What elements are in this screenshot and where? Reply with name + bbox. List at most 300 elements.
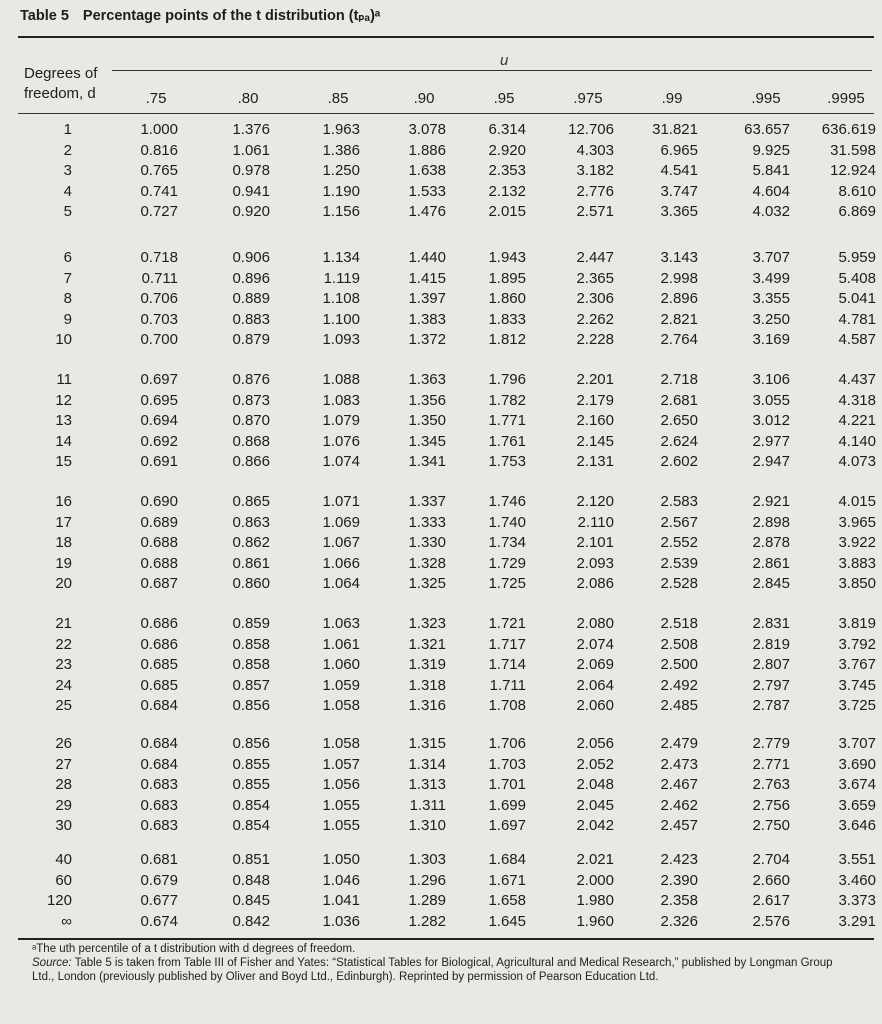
table-row bbox=[0, 554, 882, 574]
value-cell: 1.076 bbox=[322, 432, 360, 450]
df-cell: 22 bbox=[55, 635, 72, 653]
table-row bbox=[0, 676, 882, 696]
value-cell: 3.365 bbox=[660, 203, 698, 220]
value-cell: 0.978 bbox=[232, 162, 270, 179]
value-cell: 0.681 bbox=[140, 851, 178, 868]
value-cell: 0.718 bbox=[140, 249, 178, 266]
table-title: Percentage points of the t distribution (tₚₐ)ᵃ bbox=[82, 8, 381, 24]
column-header: .75 bbox=[145, 90, 167, 107]
value-cell: 636.619 bbox=[821, 121, 876, 138]
value-cell: 2.060 bbox=[576, 697, 614, 714]
value-cell: 1.386 bbox=[322, 141, 360, 159]
value-cell: 2.797 bbox=[752, 676, 790, 694]
column-header: .80 bbox=[237, 90, 259, 107]
value-cell: 0.694 bbox=[140, 412, 178, 429]
value-cell: 1.074 bbox=[322, 453, 360, 470]
value-cell: 1.761 bbox=[488, 432, 526, 450]
df-cell: 40 bbox=[55, 851, 72, 868]
value-cell: 2.390 bbox=[660, 871, 698, 889]
value-cell: 2.921 bbox=[752, 493, 790, 510]
value-cell: 0.876 bbox=[232, 371, 270, 388]
table-row bbox=[0, 816, 882, 836]
value-cell: 5.959 bbox=[838, 249, 876, 266]
value-cell: 1.315 bbox=[408, 735, 446, 752]
value-cell: 1.323 bbox=[408, 615, 446, 632]
value-cell: 0.896 bbox=[232, 269, 270, 287]
value-cell: 2.528 bbox=[660, 575, 698, 592]
value-cell: 0.866 bbox=[232, 453, 270, 470]
value-cell: 1.134 bbox=[322, 249, 360, 266]
table-row bbox=[0, 734, 882, 754]
table-caption bbox=[20, 8, 380, 24]
value-cell: 1.069 bbox=[322, 513, 360, 531]
df-cell: 13 bbox=[55, 412, 72, 429]
value-cell: 1.071 bbox=[322, 493, 360, 510]
value-cell: 0.684 bbox=[140, 755, 178, 773]
df-cell: 25 bbox=[55, 697, 72, 714]
value-cell: 3.143 bbox=[660, 249, 698, 266]
footnote bbox=[32, 942, 852, 984]
df-cell: 4 bbox=[63, 182, 72, 200]
value-cell: 1.963 bbox=[322, 121, 360, 138]
value-cell: 3.551 bbox=[838, 851, 876, 868]
value-cell: 2.048 bbox=[576, 776, 614, 793]
value-cell: 2.947 bbox=[752, 453, 790, 470]
value-cell: 1.717 bbox=[488, 635, 526, 653]
value-cell: 1.056 bbox=[322, 776, 360, 793]
value-cell: 1.711 bbox=[489, 676, 526, 694]
value-cell: 3.499 bbox=[752, 269, 790, 287]
value-cell: 1.415 bbox=[408, 269, 446, 287]
value-cell: 0.692 bbox=[140, 432, 178, 450]
value-cell: 4.781 bbox=[838, 310, 876, 328]
df-cell: 29 bbox=[55, 796, 72, 814]
value-cell: 0.685 bbox=[140, 676, 178, 694]
value-cell: 1.895 bbox=[488, 269, 526, 287]
value-cell: 5.408 bbox=[838, 269, 876, 287]
value-cell: 1.796 bbox=[488, 371, 526, 388]
value-cell: 3.707 bbox=[752, 249, 790, 266]
value-cell: 1.860 bbox=[488, 290, 526, 307]
table-row bbox=[0, 492, 882, 512]
table-row bbox=[0, 850, 882, 870]
value-cell: 2.074 bbox=[576, 635, 614, 653]
value-cell: 2.660 bbox=[752, 871, 790, 889]
df-cell: 24 bbox=[55, 676, 72, 694]
value-cell: 2.479 bbox=[660, 735, 698, 752]
value-cell: 0.816 bbox=[140, 141, 178, 159]
value-cell: 5.841 bbox=[752, 162, 790, 179]
value-cell: 0.873 bbox=[232, 391, 270, 409]
value-cell: 3.747 bbox=[660, 182, 698, 200]
value-cell: 2.764 bbox=[660, 331, 698, 348]
table-number: Table 5 bbox=[20, 8, 69, 24]
df-cell: 21 bbox=[55, 615, 72, 632]
value-cell: 1.100 bbox=[322, 310, 360, 328]
value-cell: 1.314 bbox=[408, 755, 446, 773]
column-header: .99 bbox=[661, 90, 683, 107]
value-cell: 0.860 bbox=[232, 575, 270, 592]
value-cell: 4.604 bbox=[752, 182, 790, 200]
value-cell: 0.920 bbox=[232, 203, 270, 220]
value-cell: 0.858 bbox=[232, 635, 270, 653]
value-cell: 1.064 bbox=[322, 575, 360, 592]
value-cell: 1.046 bbox=[322, 871, 360, 889]
value-cell: 0.691 bbox=[140, 453, 178, 470]
df-cell: 17 bbox=[55, 513, 72, 531]
value-cell: 2.262 bbox=[576, 310, 614, 328]
value-cell: 3.883 bbox=[838, 554, 876, 572]
column-header: .995 bbox=[751, 90, 781, 107]
value-cell: 3.674 bbox=[838, 776, 876, 793]
df-cell: 15 bbox=[55, 453, 72, 470]
value-cell: 0.889 bbox=[232, 290, 270, 307]
value-cell: 1.725 bbox=[488, 575, 526, 592]
value-cell: 4.073 bbox=[838, 453, 876, 470]
value-cell: 2.492 bbox=[660, 676, 698, 694]
value-cell: 2.145 bbox=[576, 432, 614, 450]
table-row bbox=[0, 871, 882, 891]
value-cell: 1.383 bbox=[408, 310, 446, 328]
df-cell: ∞ bbox=[61, 912, 72, 930]
value-cell: 3.690 bbox=[838, 755, 876, 773]
df-header-line-1: Degrees of bbox=[24, 65, 98, 82]
table-row bbox=[0, 452, 882, 472]
value-cell: 0.683 bbox=[140, 817, 178, 834]
value-cell: 1.050 bbox=[322, 851, 360, 868]
value-cell: 4.221 bbox=[838, 412, 876, 429]
value-cell: 1.363 bbox=[408, 371, 446, 388]
value-cell: 0.862 bbox=[232, 534, 270, 551]
value-cell: 0.848 bbox=[232, 871, 270, 889]
value-cell: 31.821 bbox=[652, 121, 698, 138]
df-cell: 9 bbox=[63, 310, 72, 328]
value-cell: 3.819 bbox=[838, 615, 876, 632]
value-cell: 1.282 bbox=[408, 912, 446, 930]
value-cell: 1.345 bbox=[408, 432, 446, 450]
value-cell: 3.355 bbox=[752, 290, 790, 307]
df-cell: 28 bbox=[55, 776, 72, 793]
value-cell: 3.922 bbox=[838, 534, 876, 551]
value-cell: 2.326 bbox=[660, 912, 698, 930]
u-spanner-label: u bbox=[500, 52, 509, 69]
value-cell: 0.741 bbox=[140, 182, 178, 200]
value-cell: 0.684 bbox=[140, 735, 178, 752]
value-cell: 2.447 bbox=[576, 249, 614, 266]
value-cell: 0.906 bbox=[232, 249, 270, 266]
value-cell: 2.131 bbox=[576, 453, 614, 470]
value-cell: 1.337 bbox=[408, 493, 446, 510]
value-cell: 3.850 bbox=[838, 575, 876, 592]
value-cell: 1.325 bbox=[408, 575, 446, 592]
value-cell: 2.021 bbox=[576, 851, 614, 868]
value-cell: 1.645 bbox=[488, 912, 526, 930]
value-cell: 0.858 bbox=[232, 656, 270, 673]
value-cell: 1.296 bbox=[408, 871, 446, 889]
value-cell: 6.314 bbox=[488, 121, 526, 138]
value-cell: 3.707 bbox=[838, 735, 876, 752]
table-row bbox=[0, 696, 882, 716]
value-cell: 2.110 bbox=[577, 513, 614, 531]
df-cell: 8 bbox=[63, 290, 72, 307]
value-cell: 2.787 bbox=[752, 697, 790, 714]
value-cell: 3.745 bbox=[838, 676, 876, 694]
value-cell: 2.624 bbox=[660, 432, 698, 450]
value-cell: 0.845 bbox=[232, 892, 270, 909]
value-cell: 1.833 bbox=[488, 310, 526, 328]
value-cell: 6.965 bbox=[660, 141, 698, 159]
value-cell: 1.812 bbox=[488, 331, 526, 348]
value-cell: 2.718 bbox=[660, 371, 698, 388]
value-cell: 0.679 bbox=[140, 871, 178, 889]
value-cell: 1.036 bbox=[322, 912, 360, 930]
value-cell: 1.303 bbox=[408, 851, 446, 868]
value-cell: 1.156 bbox=[322, 203, 360, 220]
value-cell: 2.042 bbox=[576, 817, 614, 834]
value-cell: 9.925 bbox=[752, 141, 790, 159]
table-row bbox=[0, 202, 882, 222]
value-cell: 2.473 bbox=[660, 755, 698, 773]
source-text: Table 5 is taken from Table III of Fisher and Yates: “Statistical Tables for Biological, Agricultural and Medical Research,” published by Longman Group Ltd., London (previously published by Oliver and Boyd Ltd., Edinburgh). Reprinted by permission of Pearson Education Ltd. bbox=[32, 957, 833, 983]
value-cell: 0.865 bbox=[232, 493, 270, 510]
value-cell: 3.646 bbox=[838, 817, 876, 834]
value-cell: 1.533 bbox=[408, 182, 446, 200]
value-cell: 3.078 bbox=[408, 121, 446, 138]
value-cell: 2.500 bbox=[660, 656, 698, 673]
value-cell: 1.057 bbox=[322, 755, 360, 773]
value-cell: 1.753 bbox=[488, 453, 526, 470]
value-cell: 2.898 bbox=[752, 513, 790, 531]
value-cell: 4.140 bbox=[838, 432, 876, 450]
header-rule bbox=[18, 113, 874, 114]
value-cell: 2.485 bbox=[660, 697, 698, 714]
value-cell: 2.132 bbox=[488, 182, 526, 200]
value-cell: 0.687 bbox=[140, 575, 178, 592]
value-cell: 0.883 bbox=[232, 310, 270, 328]
value-cell: 1.440 bbox=[408, 249, 446, 266]
column-header: .85 bbox=[327, 90, 349, 107]
value-cell: 1.058 bbox=[322, 735, 360, 752]
value-cell: 1.060 bbox=[322, 656, 360, 673]
value-cell: 0.685 bbox=[140, 656, 178, 673]
value-cell: 1.055 bbox=[322, 817, 360, 834]
value-cell: 0.683 bbox=[140, 776, 178, 793]
value-cell: 2.201 bbox=[576, 371, 614, 388]
value-cell: 0.879 bbox=[232, 331, 270, 348]
value-cell: 0.711 bbox=[141, 269, 178, 287]
bottom-rule bbox=[18, 938, 874, 940]
df-cell: 19 bbox=[55, 554, 72, 572]
value-cell: 1.376 bbox=[232, 121, 270, 138]
value-cell: 1.119 bbox=[323, 269, 360, 287]
value-cell: 2.977 bbox=[752, 432, 790, 450]
value-cell: 3.767 bbox=[838, 656, 876, 673]
value-cell: 1.782 bbox=[488, 391, 526, 409]
value-cell: 0.842 bbox=[232, 912, 270, 930]
df-cell: 14 bbox=[55, 432, 72, 450]
value-cell: 2.306 bbox=[576, 290, 614, 307]
df-cell: 10 bbox=[55, 331, 72, 348]
value-cell: 0.765 bbox=[140, 162, 178, 179]
column-headers bbox=[0, 90, 882, 110]
value-cell: 1.740 bbox=[488, 513, 526, 531]
value-cell: 2.086 bbox=[576, 575, 614, 592]
source-label: Source: bbox=[32, 957, 72, 969]
value-cell: 1.058 bbox=[322, 697, 360, 714]
value-cell: 2.518 bbox=[660, 615, 698, 632]
df-cell: 26 bbox=[55, 735, 72, 752]
value-cell: 2.567 bbox=[660, 513, 698, 531]
df-cell: 6 bbox=[63, 249, 72, 266]
value-cell: 3.106 bbox=[752, 371, 790, 388]
value-cell: 1.708 bbox=[488, 697, 526, 714]
value-cell: 1.319 bbox=[408, 656, 446, 673]
value-cell: 2.819 bbox=[752, 635, 790, 653]
value-cell: 1.771 bbox=[488, 412, 526, 429]
value-cell: 1.061 bbox=[322, 635, 360, 653]
value-cell: 1.289 bbox=[408, 892, 446, 909]
value-cell: 3.659 bbox=[838, 796, 876, 814]
value-cell: 0.683 bbox=[140, 796, 178, 814]
value-cell: 3.055 bbox=[752, 391, 790, 409]
table-row bbox=[0, 248, 882, 268]
value-cell: 0.688 bbox=[140, 554, 178, 572]
value-cell: 1.980 bbox=[576, 892, 614, 909]
value-cell: 1.088 bbox=[322, 371, 360, 388]
value-cell: 1.746 bbox=[488, 493, 526, 510]
value-cell: 2.756 bbox=[752, 796, 790, 814]
df-cell: 12 bbox=[55, 391, 72, 409]
value-cell: 2.056 bbox=[576, 735, 614, 752]
table-row bbox=[0, 411, 882, 431]
value-cell: 12.706 bbox=[568, 121, 614, 138]
footnote-source bbox=[32, 956, 852, 984]
table-row bbox=[0, 775, 882, 795]
table-row bbox=[0, 635, 882, 655]
value-cell: 3.460 bbox=[838, 871, 876, 889]
value-cell: 2.602 bbox=[660, 453, 698, 470]
table-row bbox=[0, 182, 882, 202]
value-cell: 0.690 bbox=[140, 493, 178, 510]
value-cell: 3.182 bbox=[576, 162, 614, 179]
value-cell: 2.583 bbox=[660, 493, 698, 510]
value-cell: 4.437 bbox=[838, 371, 876, 388]
top-rule bbox=[18, 36, 874, 38]
value-cell: 1.330 bbox=[408, 534, 446, 551]
value-cell: 1.476 bbox=[408, 203, 446, 220]
value-cell: 2.160 bbox=[576, 412, 614, 429]
value-cell: 1.697 bbox=[488, 817, 526, 834]
value-cell: 2.045 bbox=[576, 796, 614, 814]
value-cell: 0.689 bbox=[140, 513, 178, 531]
value-cell: 2.064 bbox=[576, 676, 614, 694]
value-cell: 1.960 bbox=[576, 912, 614, 930]
value-cell: 0.859 bbox=[232, 615, 270, 632]
value-cell: 1.721 bbox=[488, 615, 526, 632]
table-row bbox=[0, 330, 882, 350]
table-row bbox=[0, 891, 882, 911]
df-cell: 27 bbox=[55, 755, 72, 773]
value-cell: 3.792 bbox=[838, 635, 876, 653]
value-cell: 1.055 bbox=[322, 796, 360, 814]
value-cell: 2.878 bbox=[752, 534, 790, 551]
table-row bbox=[0, 912, 882, 932]
value-cell: 1.310 bbox=[408, 817, 446, 834]
value-cell: 1.059 bbox=[322, 676, 360, 694]
value-cell: 2.228 bbox=[576, 331, 614, 348]
value-cell: 0.851 bbox=[232, 851, 270, 868]
value-cell: 3.291 bbox=[838, 912, 876, 930]
value-cell: 0.856 bbox=[232, 735, 270, 752]
value-cell: 0.855 bbox=[232, 755, 270, 773]
value-cell: 0.688 bbox=[140, 534, 178, 551]
value-cell: 1.356 bbox=[408, 391, 446, 409]
value-cell: 0.697 bbox=[140, 371, 178, 388]
value-cell: 2.861 bbox=[752, 554, 790, 572]
value-cell: 2.552 bbox=[660, 534, 698, 551]
column-header: .975 bbox=[573, 90, 603, 107]
value-cell: 2.539 bbox=[660, 554, 698, 572]
value-cell: 2.779 bbox=[752, 735, 790, 752]
value-cell: 0.686 bbox=[140, 615, 178, 632]
value-cell: 2.120 bbox=[576, 493, 614, 510]
column-header: .9995 bbox=[827, 90, 865, 107]
value-cell: 2.576 bbox=[752, 912, 790, 930]
value-cell: 1.372 bbox=[408, 331, 446, 348]
value-cell: 0.727 bbox=[140, 203, 178, 220]
value-cell: 2.080 bbox=[576, 615, 614, 632]
df-cell: 16 bbox=[55, 493, 72, 510]
value-cell: 1.341 bbox=[408, 453, 446, 470]
value-cell: 3.169 bbox=[752, 331, 790, 348]
value-cell: 1.318 bbox=[408, 676, 446, 694]
value-cell: 2.093 bbox=[576, 554, 614, 572]
value-cell: 1.638 bbox=[408, 162, 446, 179]
value-cell: 1.701 bbox=[488, 776, 526, 793]
value-cell: 1.250 bbox=[322, 162, 360, 179]
value-cell: 2.807 bbox=[752, 656, 790, 673]
value-cell: 1.311 bbox=[409, 796, 446, 814]
value-cell: 1.079 bbox=[322, 412, 360, 429]
value-cell: 0.695 bbox=[140, 391, 178, 409]
value-cell: 4.587 bbox=[838, 331, 876, 348]
table-row bbox=[0, 432, 882, 452]
value-cell: 2.845 bbox=[752, 575, 790, 592]
table-row bbox=[0, 614, 882, 634]
value-cell: 1.699 bbox=[488, 796, 526, 814]
value-cell: 2.920 bbox=[488, 141, 526, 159]
value-cell: 2.353 bbox=[488, 162, 526, 179]
value-cell: 0.684 bbox=[140, 697, 178, 714]
value-cell: 2.069 bbox=[576, 656, 614, 673]
value-cell: 0.855 bbox=[232, 776, 270, 793]
value-cell: 1.063 bbox=[322, 615, 360, 632]
value-cell: 0.863 bbox=[232, 513, 270, 531]
table-row bbox=[0, 755, 882, 775]
value-cell: 0.856 bbox=[232, 697, 270, 714]
value-cell: 4.318 bbox=[838, 391, 876, 409]
value-cell: 1.671 bbox=[488, 871, 526, 889]
df-cell: 7 bbox=[63, 269, 72, 287]
df-cell: 3 bbox=[63, 162, 72, 179]
value-cell: 0.854 bbox=[232, 817, 270, 834]
value-cell: 1.703 bbox=[488, 755, 526, 773]
table-row bbox=[0, 391, 882, 411]
df-cell: 23 bbox=[55, 656, 72, 673]
value-cell: 2.650 bbox=[660, 412, 698, 429]
value-cell: 2.776 bbox=[576, 182, 614, 200]
value-cell: 2.750 bbox=[752, 817, 790, 834]
